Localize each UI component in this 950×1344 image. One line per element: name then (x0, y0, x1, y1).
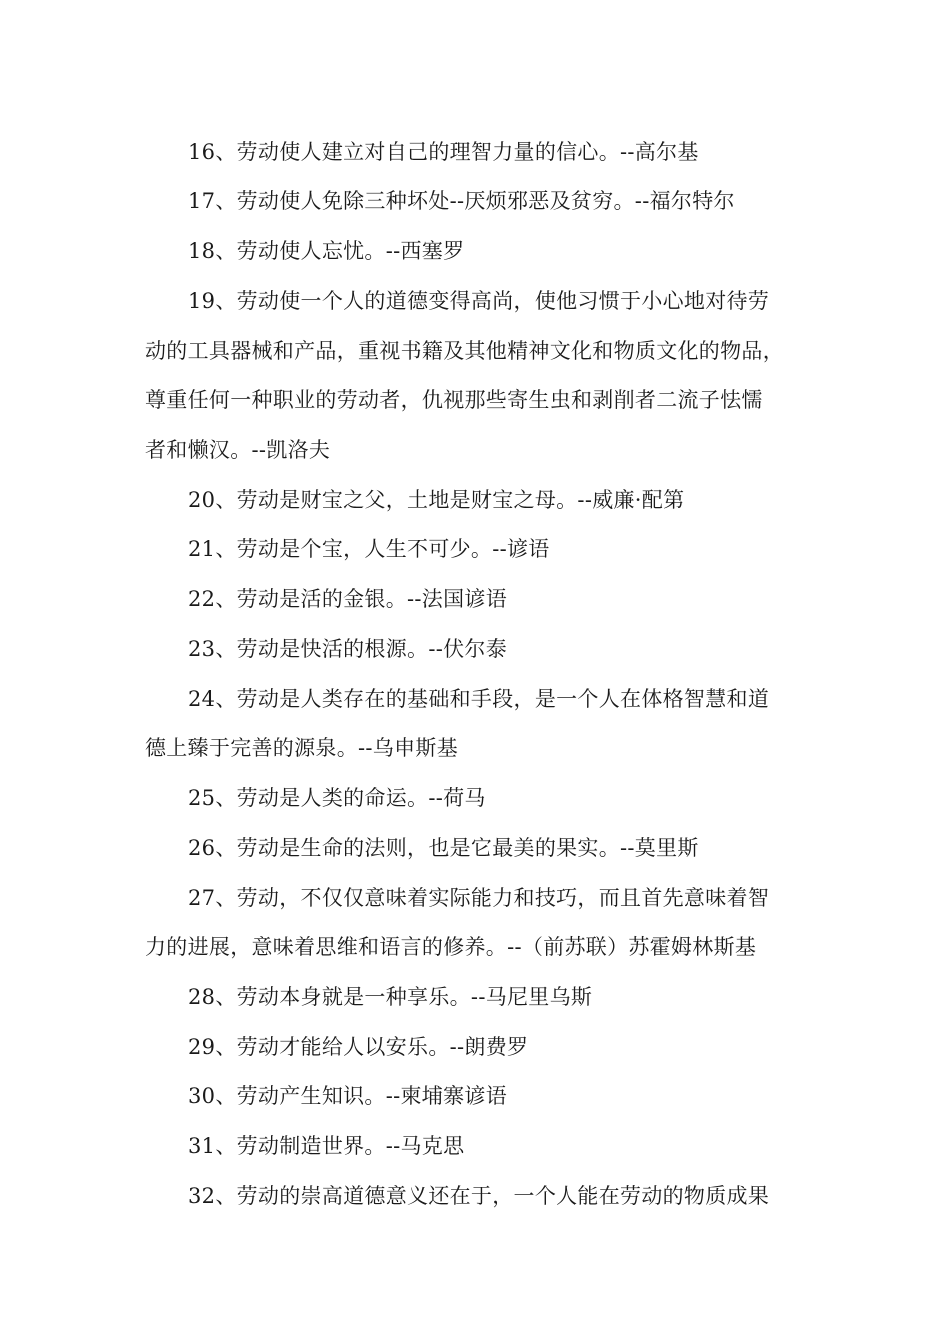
quote-32-line-1: 32、劳动的崇高道德意义还在于，一个人能在劳动的物质成果 (188, 1184, 770, 1208)
quote-21: 21、劳动是个宝，人生不可少。--谚语 (188, 537, 550, 561)
quote-29: 29、劳动才能给人以安乐。--朗费罗 (188, 1035, 529, 1059)
quote-24-line-2: 德上臻于完善的源泉。--乌申斯基 (145, 736, 458, 760)
quote-26: 26、劳动是生命的法则，也是它最美的果实。--莫里斯 (188, 836, 699, 860)
quote-30: 30、劳动产生知识。--柬埔寨谚语 (188, 1084, 508, 1108)
quote-31: 31、劳动制造世界。--马克思 (188, 1134, 465, 1158)
quote-28: 28、劳动本身就是一种享乐。--马尼里乌斯 (188, 985, 593, 1009)
quote-22: 22、劳动是活的金银。--法国谚语 (188, 587, 508, 611)
quote-27-line-1: 27、劳动，不仅仅意味着实际能力和技巧，而且首先意味着智 (188, 886, 770, 910)
quote-19-line-3: 尊重任何一种职业的劳动者，仇视那些寄生虫和剥削者二流子怯懦 (145, 388, 763, 412)
quote-27-line-2: 力的进展，意味着思维和语言的修养。--（前苏联）苏霍姆林斯基 (145, 935, 757, 959)
quote-19-line-2: 动的工具器械和产品，重视书籍及其他精神文化和物质文化的物品， (145, 339, 784, 363)
quote-25: 25、劳动是人类的命运。--荷马 (188, 786, 486, 810)
quote-20: 20、劳动是财宝之父，土地是财宝之母。--威廉·配第 (188, 488, 685, 512)
quote-24-line-1: 24、劳动是人类存在的基础和手段，是一个人在体格智慧和道 (188, 687, 770, 711)
quote-16: 16、劳动使人建立对自己的理智力量的信心。--高尔基 (188, 140, 699, 164)
quote-19-line-1: 19、劳动使一个人的道德变得高尚，使他习惯于小心地对待劳 (188, 289, 770, 313)
quote-17: 17、劳动使人免除三种坏处--厌烦邪恶及贫穷。--福尔特尔 (188, 189, 735, 213)
quote-23: 23、劳动是快活的根源。--伏尔泰 (188, 637, 508, 661)
quote-18: 18、劳动使人忘忧。--西塞罗 (188, 239, 465, 263)
quote-19-line-4: 者和懒汉。--凯洛夫 (145, 438, 331, 462)
